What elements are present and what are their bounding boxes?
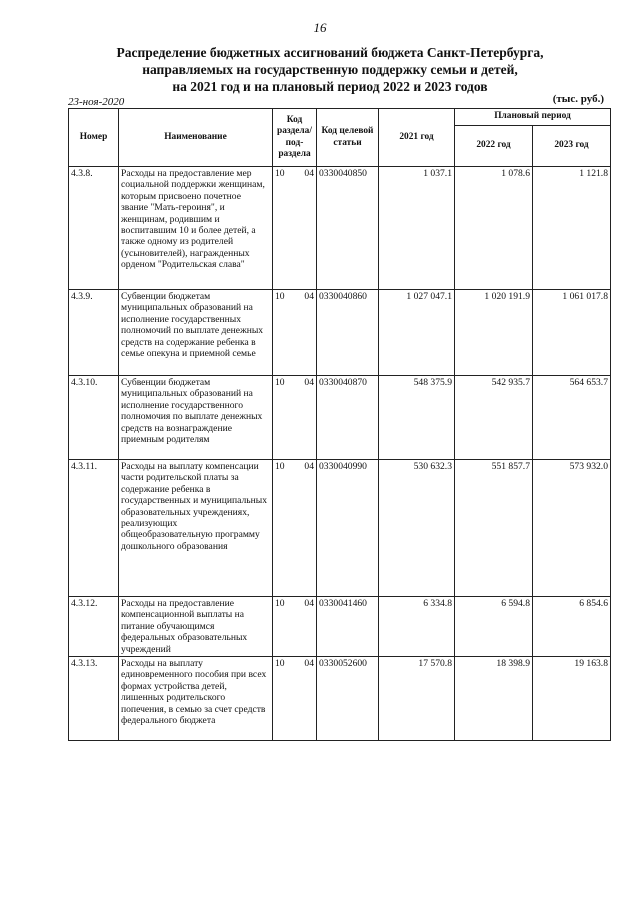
row-razdel: 10 (275, 658, 285, 670)
row-value-2022: 551 857.7 (455, 460, 533, 597)
row-value-2021: 17 570.8 (379, 657, 455, 741)
row-name: Расходы на предоставление компенсационной выплаты на питание обучающимся федеральных образовательных учреждений (119, 597, 273, 657)
row-value-2021: 6 334.8 (379, 597, 455, 657)
document-title (40, 44, 620, 95)
row-value-2023: 564 653.7 (533, 376, 611, 460)
header-2023: 2023 год (533, 126, 611, 167)
row-target-code: 0330040860 (317, 290, 379, 376)
title-line-3: на 2021 год и на плановый период 2022 и 2023 годов (172, 79, 488, 94)
row-target-code: 0330040990 (317, 460, 379, 597)
table-row (69, 460, 611, 597)
row-value-2022: 1 078.6 (455, 167, 533, 290)
row-podrazdel: 04 (304, 461, 314, 472)
row-value-2023: 1 121.8 (533, 167, 611, 290)
row-number: 4.3.12. (69, 597, 119, 657)
row-razdel: 10 (275, 377, 285, 388)
row-number: 4.3.9. (69, 290, 119, 376)
header-name: Наименование (119, 109, 273, 167)
header-section-code: Код раздела/ под- раздела (273, 109, 317, 167)
row-name: Расходы на выплату компенсации части родительской платы за содержание ребенка в государственных и муниципальных образовательных учреждениях, реализующих общеобразовательную программу дошкольного образования (119, 460, 273, 597)
row-target-code: 0330052600 (317, 657, 379, 741)
row-name: Субвенции бюджетам муниципальных образований на исполнение государственного полномочия по выплате денежных средств на вознаграждение приемным родителям (119, 376, 273, 460)
header-2022: 2022 год (455, 126, 533, 167)
table-row (69, 597, 611, 657)
row-value-2022: 6 594.8 (455, 597, 533, 657)
budget-table (68, 108, 611, 741)
row-razdel: 10 (275, 168, 285, 179)
table-row (69, 376, 611, 460)
page-number: 16 (313, 20, 327, 35)
row-section-code (273, 167, 317, 290)
row-target-code: 0330040870 (317, 376, 379, 460)
row-value-2022: 542 935.7 (455, 376, 533, 460)
row-razdel: 10 (275, 598, 285, 609)
header-number: Номер (69, 109, 119, 167)
row-section-code (273, 290, 317, 376)
row-value-2023: 573 932.0 (533, 460, 611, 597)
table-row (69, 167, 611, 290)
table-row (69, 290, 611, 376)
row-razdel: 10 (275, 291, 285, 302)
row-name: Расходы на предоставление мер социальной поддержки женщинам, которым присвоено почетное звание "Мать-героиня", и женщинам, родившим и воспитавшим 10 и более детей, а также одному из родителей (усыновителей), награжденных орденом "Родительская слава" (119, 167, 273, 290)
row-name: Субвенции бюджетам муниципальных образований на исполнение государственных полномочий по выплате денежных средств на содержание ребенка в семье опекуна и приемной семье (119, 290, 273, 376)
row-value-2023: 1 061 017.8 (533, 290, 611, 376)
row-podrazdel: 04 (304, 291, 314, 302)
row-value-2022: 1 020 191.9 (455, 290, 533, 376)
row-value-2023: 6 854.6 (533, 597, 611, 657)
table-row (69, 657, 611, 741)
row-value-2021: 1 037.1 (379, 167, 455, 290)
row-razdel: 10 (275, 461, 285, 472)
row-podrazdel: 04 (304, 377, 314, 388)
row-number: 4.3.8. (69, 167, 119, 290)
row-name: Расходы на выплату единовременного пособия при всех формах устройства детей, лишенных родительского попечения, в семью за счет средств федерального бюджета (119, 657, 273, 741)
row-section-code (273, 376, 317, 460)
row-target-code: 0330040850 (317, 167, 379, 290)
table-body (69, 167, 611, 741)
row-value-2021: 548 375.9 (379, 376, 455, 460)
units-label: (тыс. руб.) (552, 93, 604, 105)
row-podrazdel: 04 (304, 658, 314, 670)
title-line-1: Распределение бюджетных ассигнований бюджета Санкт-Петербурга, (116, 45, 544, 60)
row-target-code: 0330041460 (317, 597, 379, 657)
header-target-code: Код целевой статьи (317, 109, 379, 167)
row-section-code (273, 460, 317, 597)
row-podrazdel: 04 (304, 598, 314, 609)
row-number: 4.3.10. (69, 376, 119, 460)
title-line-2: направляемых на государственную поддержку семьи и детей, (142, 62, 518, 77)
row-podrazdel: 04 (304, 168, 314, 179)
row-number: 4.3.13. (69, 657, 119, 741)
row-value-2021: 530 632.3 (379, 460, 455, 597)
row-number: 4.3.11. (69, 460, 119, 597)
row-section-code (273, 657, 317, 741)
row-section-code (273, 597, 317, 657)
row-value-2023: 19 163.8 (533, 657, 611, 741)
row-value-2022: 18 398.9 (455, 657, 533, 741)
header-2021: 2021 год (379, 109, 455, 167)
row-value-2021: 1 027 047.1 (379, 290, 455, 376)
header-planned-period: Плановый период (455, 109, 611, 126)
document-date: 23-ноя-2020 (68, 96, 125, 108)
